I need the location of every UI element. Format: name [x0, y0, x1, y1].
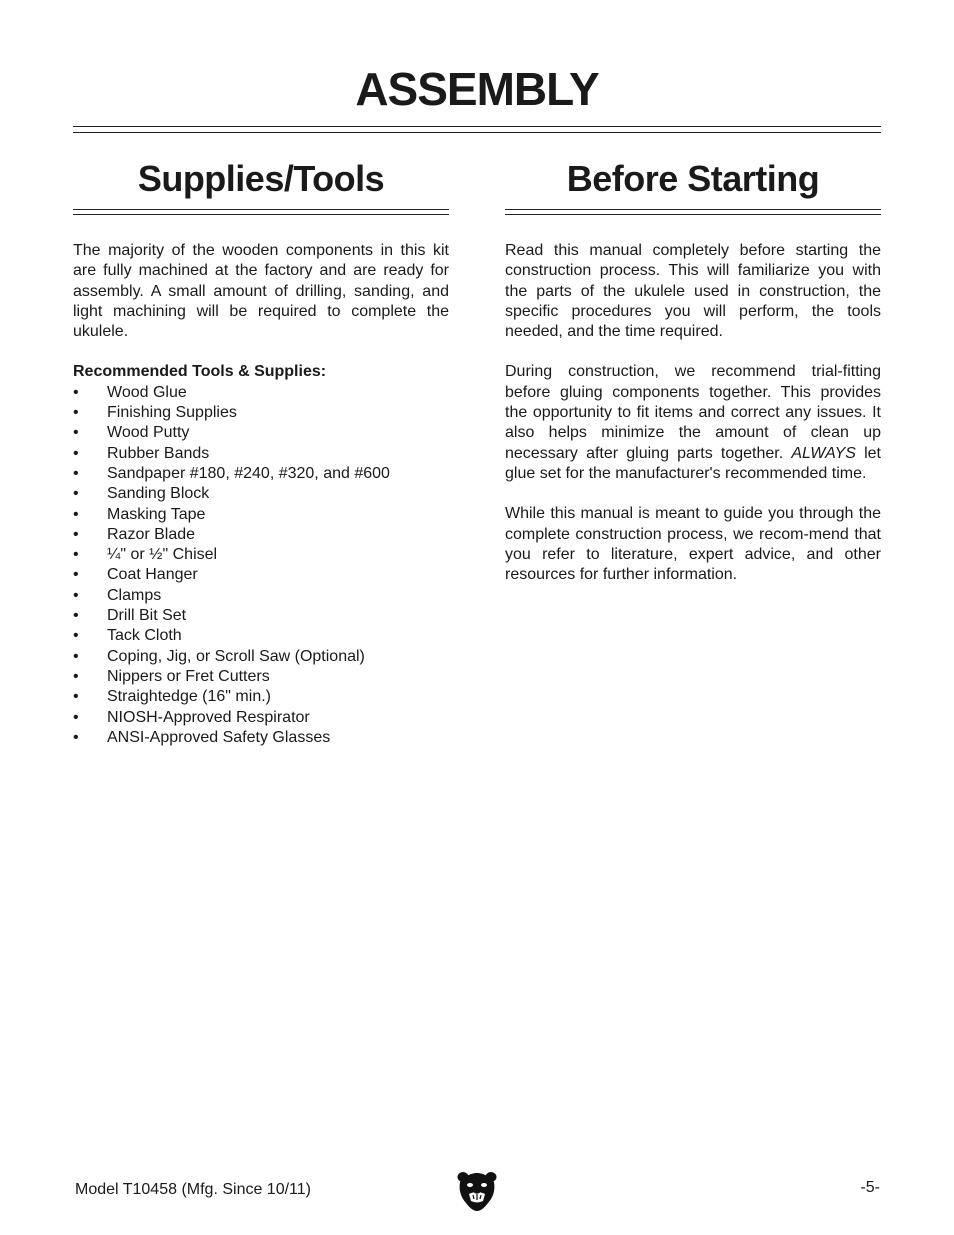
tool-list-item: [73, 505, 449, 525]
bullet-icon: •: [73, 464, 79, 482]
tool-item-label: Sanding Block: [107, 485, 210, 503]
tool-item-label: Sandpaper #180, #240, #320, and #600: [107, 464, 390, 482]
trial-fitting-text: During construction, we recommend trial-fitting before gluing components together. This provides the opportunity to fit items and correct any issues. It also helps minimize the amount of clean up necessary after gluing parts together.: [505, 363, 881, 462]
tool-item-label: Wood Glue: [107, 383, 187, 401]
read-manual-paragraph: Read this manual completely before starting the construction process. This will familiarize you with the parts of the ukulele used in construction, the specific procedures you will perform, the tools needed, and the time required.: [505, 242, 881, 341]
tool-item-label: Wood Putty: [107, 424, 190, 442]
trial-fitting-paragraph: [505, 362, 881, 484]
glue-set-text: let glue set for the manufacturer's recommended time.: [505, 444, 881, 482]
tools-list: [73, 383, 449, 748]
tool-item-label: Nippers or Fret Cutters: [107, 667, 270, 685]
tool-item-label: ANSI-Approved Safety Glasses: [107, 728, 331, 746]
tool-list-item: [73, 647, 449, 667]
tool-list-item: [73, 606, 449, 626]
bullet-icon: •: [73, 728, 79, 746]
supplies-tools-divider: [73, 209, 449, 215]
bullet-icon: •: [73, 485, 79, 503]
before-starting-divider: [505, 209, 881, 215]
tool-list-item: [73, 687, 449, 707]
before-starting-heading: Before Starting: [566, 158, 820, 199]
bullet-icon: •: [73, 607, 79, 625]
bullet-icon: •: [73, 708, 79, 726]
tool-list-item: [73, 464, 449, 484]
page-number: -5-: [860, 1179, 880, 1196]
supplies-tools-section: [73, 150, 449, 748]
tool-item-label: Razor Blade: [107, 525, 196, 543]
bullet-icon: •: [73, 647, 79, 665]
bullet-icon: •: [73, 505, 79, 523]
bullet-icon: •: [73, 404, 79, 422]
tool-item-label: Drill Bit Set: [107, 607, 187, 625]
footer-model-text: Model T10458 (Mfg. Since 10/11): [75, 1181, 311, 1198]
tool-list-item: [73, 728, 449, 748]
bullet-icon: •: [73, 383, 79, 401]
tool-list-item: [73, 586, 449, 606]
page-title: ASSEMBLY: [355, 63, 599, 115]
bullet-icon: •: [73, 586, 79, 604]
bullet-icon: •: [73, 525, 79, 543]
tool-item-label: Tack Cloth: [107, 627, 182, 645]
tool-list-item: [73, 626, 449, 646]
bullet-icon: •: [73, 444, 79, 462]
tool-list-item: [73, 545, 449, 565]
always-emphasis: ALWAYS: [791, 444, 856, 462]
supplies-intro-paragraph: The majority of the wooden components in this kit are fully machined at the factory and are ready for assembly. A small amount of drilling, sanding, and light machining will be required to complete the ukulele.: [73, 242, 449, 341]
bullet-icon: •: [73, 688, 79, 706]
tool-list-item: [73, 444, 449, 464]
resources-paragraph: While this manual is meant to guide you through the complete construction process, we recom-mend that you refer to literature, expert advice, and other resources for further information.: [505, 505, 881, 584]
tool-item-label: Clamps: [107, 586, 162, 604]
tool-item-label: ¼" or ½" Chisel: [107, 546, 218, 564]
tool-list-item: [73, 403, 449, 423]
tool-list-item: [73, 525, 449, 545]
tool-item-label: Rubber Bands: [107, 444, 210, 462]
bullet-icon: •: [73, 546, 79, 564]
title-divider: [73, 126, 881, 133]
tool-list-item: [73, 565, 449, 585]
tool-item-label: Coat Hanger: [107, 566, 198, 584]
tool-list-item: [73, 423, 449, 443]
bullet-icon: •: [73, 566, 79, 584]
tool-item-label: Finishing Supplies: [107, 404, 237, 422]
tool-item-label: Coping, Jig, or Scroll Saw (Optional): [107, 647, 365, 665]
tool-item-label: Straightedge (16" min.): [107, 688, 271, 706]
tool-item-label: Masking Tape: [107, 505, 206, 523]
bear-head-icon: [456, 1168, 498, 1212]
bullet-icon: •: [73, 424, 79, 442]
bullet-icon: •: [73, 667, 79, 685]
bullet-icon: •: [73, 627, 79, 645]
tool-list-item: [73, 667, 449, 687]
recommended-tools-heading: Recommended Tools & Supplies:: [73, 363, 327, 381]
supplies-tools-heading: Supplies/Tools: [137, 158, 385, 199]
before-starting-section: [505, 150, 881, 585]
tool-list-item: [73, 484, 449, 504]
tool-list-item: [73, 708, 449, 728]
tool-item-label: NIOSH-Approved Respirator: [107, 708, 310, 726]
tool-list-item: [73, 383, 449, 403]
